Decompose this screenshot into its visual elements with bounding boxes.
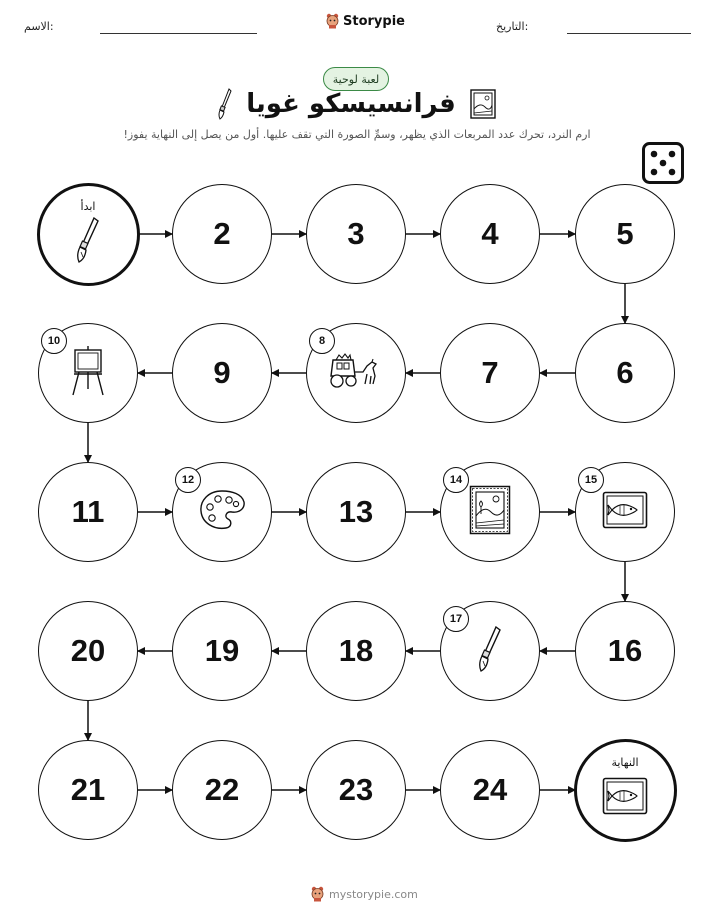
space-number-badge: 10	[41, 328, 67, 354]
board-space	[306, 601, 406, 701]
paintbrush-icon	[76, 217, 100, 267]
board-space	[38, 323, 138, 423]
fish-painting-icon	[602, 777, 648, 819]
board-space	[38, 740, 138, 840]
board-space	[440, 184, 540, 284]
finish-label: النهاية	[611, 755, 639, 769]
storypie-mascot-icon	[310, 886, 325, 902]
date-label: التاريخ:	[496, 20, 529, 33]
board-space	[575, 184, 675, 284]
board-space	[440, 323, 540, 423]
page-title: فرانسيسكو غويا	[246, 89, 456, 119]
board-space	[306, 740, 406, 840]
board-space	[172, 184, 272, 284]
space-number-badge: 14	[443, 467, 469, 493]
footer	[310, 886, 418, 902]
board-space	[38, 462, 138, 562]
space-number: 6	[616, 355, 634, 390]
space-number: 3	[347, 216, 365, 251]
footer-url: mystorypie.com	[329, 887, 418, 901]
board-space	[306, 323, 406, 423]
board-space	[575, 601, 675, 701]
board-space	[172, 462, 272, 562]
finish-space	[574, 739, 677, 842]
space-number: 4	[481, 216, 499, 251]
landscape-painting-icon	[469, 485, 511, 539]
space-number: 19	[204, 633, 240, 668]
instructions: ارم النرد، تحرك عدد المربعات الذي يظهر، وسمِّ الصورة التي تقف عليها. أول من يصل إلى النهاية يفوز!	[123, 128, 591, 141]
space-number: 24	[472, 772, 508, 807]
board-space	[172, 740, 272, 840]
space-number: 21	[70, 772, 106, 807]
space-number: 13	[338, 494, 374, 529]
board-space	[172, 323, 272, 423]
space-number: 7	[481, 355, 499, 390]
space-number-badge: 12	[175, 467, 201, 493]
board-space	[575, 323, 675, 423]
space-number: 11	[71, 494, 105, 529]
space-number: 23	[338, 772, 374, 807]
paintbrush-icon	[478, 626, 502, 676]
space-number: 5	[616, 216, 634, 251]
carriage-icon	[329, 352, 383, 394]
space-number: 2	[213, 216, 231, 251]
space-number: 22	[204, 772, 240, 807]
space-number: 20	[70, 633, 106, 668]
name-label: الاسم:	[24, 20, 54, 33]
palette-icon	[198, 489, 246, 535]
start-space	[37, 183, 140, 286]
board-space	[306, 184, 406, 284]
start-label: ابدأ	[80, 199, 96, 213]
board-space	[306, 462, 406, 562]
space-number-badge: 17	[443, 606, 469, 632]
board-space	[440, 740, 540, 840]
space-number: 9	[213, 355, 231, 390]
board-space	[575, 462, 675, 562]
board-space	[38, 601, 138, 701]
space-number-badge: 15	[578, 467, 604, 493]
board-space	[440, 601, 540, 701]
brand-name: Storypie	[343, 13, 405, 29]
space-number: 16	[607, 633, 643, 668]
board-space	[172, 601, 272, 701]
easel-icon	[70, 345, 106, 401]
space-number: 18	[338, 633, 374, 668]
space-number-badge: 8	[309, 328, 335, 354]
board-space	[440, 462, 540, 562]
fish-painting-icon	[602, 491, 648, 533]
category-badge: لعبة لوحية	[323, 67, 389, 91]
